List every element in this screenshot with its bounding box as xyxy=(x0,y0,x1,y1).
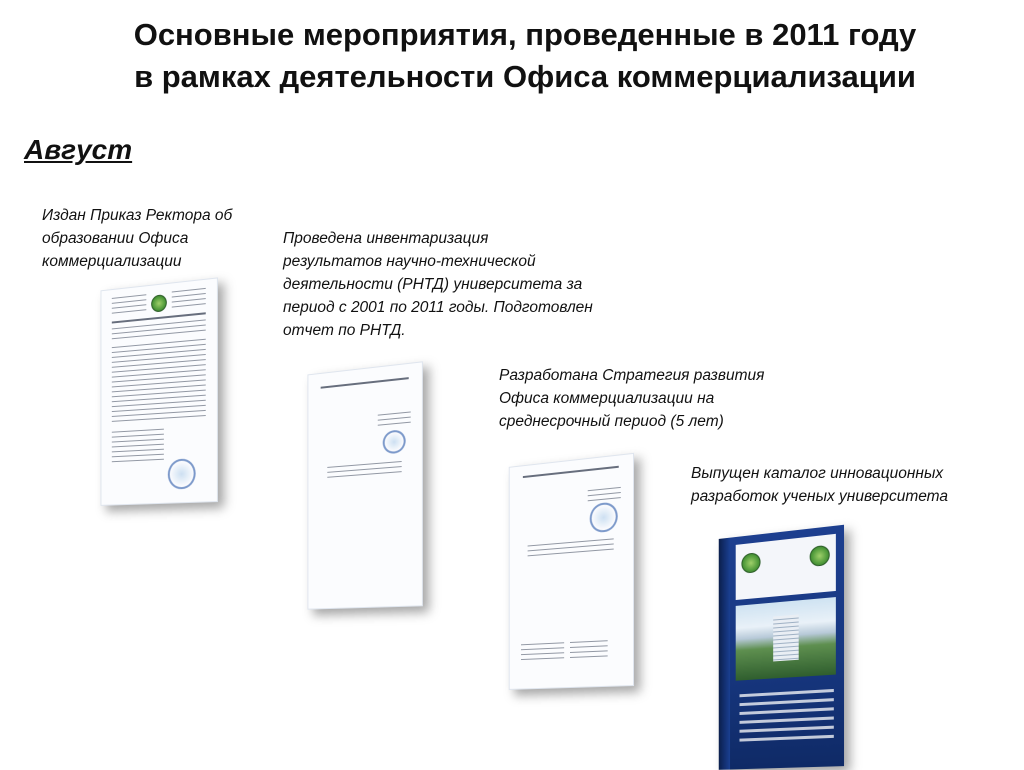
university-emblem-icon xyxy=(741,552,760,574)
month-heading: Август xyxy=(24,134,133,165)
page-title-line-2: в рамках деятельности Офиса коммерциализации xyxy=(134,59,916,94)
rntd-report-document-image xyxy=(307,361,422,609)
event-caption-3-line: Разработана Стратегия развития xyxy=(499,367,765,384)
event-caption-1 xyxy=(42,204,232,273)
stamp-seal-icon xyxy=(167,458,195,490)
page-title xyxy=(40,14,1010,98)
event-caption-1-line: образовании Офиса xyxy=(42,230,189,247)
event-caption-3 xyxy=(499,364,764,433)
event-caption-2-line: отчет по РНТД. xyxy=(283,322,406,339)
strategy-document-image xyxy=(509,453,634,690)
event-caption-1-line: Издан Приказ Ректора об xyxy=(42,207,233,224)
event-caption-2 xyxy=(283,227,593,342)
event-caption-3-line: среднесрочный период (5 лет) xyxy=(499,413,724,430)
university-emblem-icon xyxy=(810,545,830,567)
stamp-seal-icon xyxy=(383,429,406,454)
rector-order-document-image xyxy=(101,277,218,505)
innovation-catalog-cover-image xyxy=(719,525,844,770)
event-caption-2-line: Проведена инвентаризация xyxy=(283,230,489,247)
stamp-seal-icon xyxy=(590,501,617,533)
event-caption-4 xyxy=(691,462,948,508)
event-caption-3-line: Офиса коммерциализации на xyxy=(499,390,715,407)
event-caption-4-line: Выпущен каталог инновационных xyxy=(691,465,944,482)
event-caption-2-line: результатов научно-технической xyxy=(283,253,536,270)
event-caption-4-line: разработок ученых университета xyxy=(691,488,949,505)
event-caption-1-line: коммерциализации xyxy=(42,253,182,270)
page-title-line-1: Основные мероприятия, проведенные в 2011 году xyxy=(133,17,917,52)
university-building-photo xyxy=(736,597,836,681)
university-emblem-icon xyxy=(151,294,167,313)
event-caption-2-line: период с 2001 по 2011 годы. Подготовлен xyxy=(283,299,593,316)
event-caption-2-line: деятельности (РНТД) университета за xyxy=(283,276,583,293)
